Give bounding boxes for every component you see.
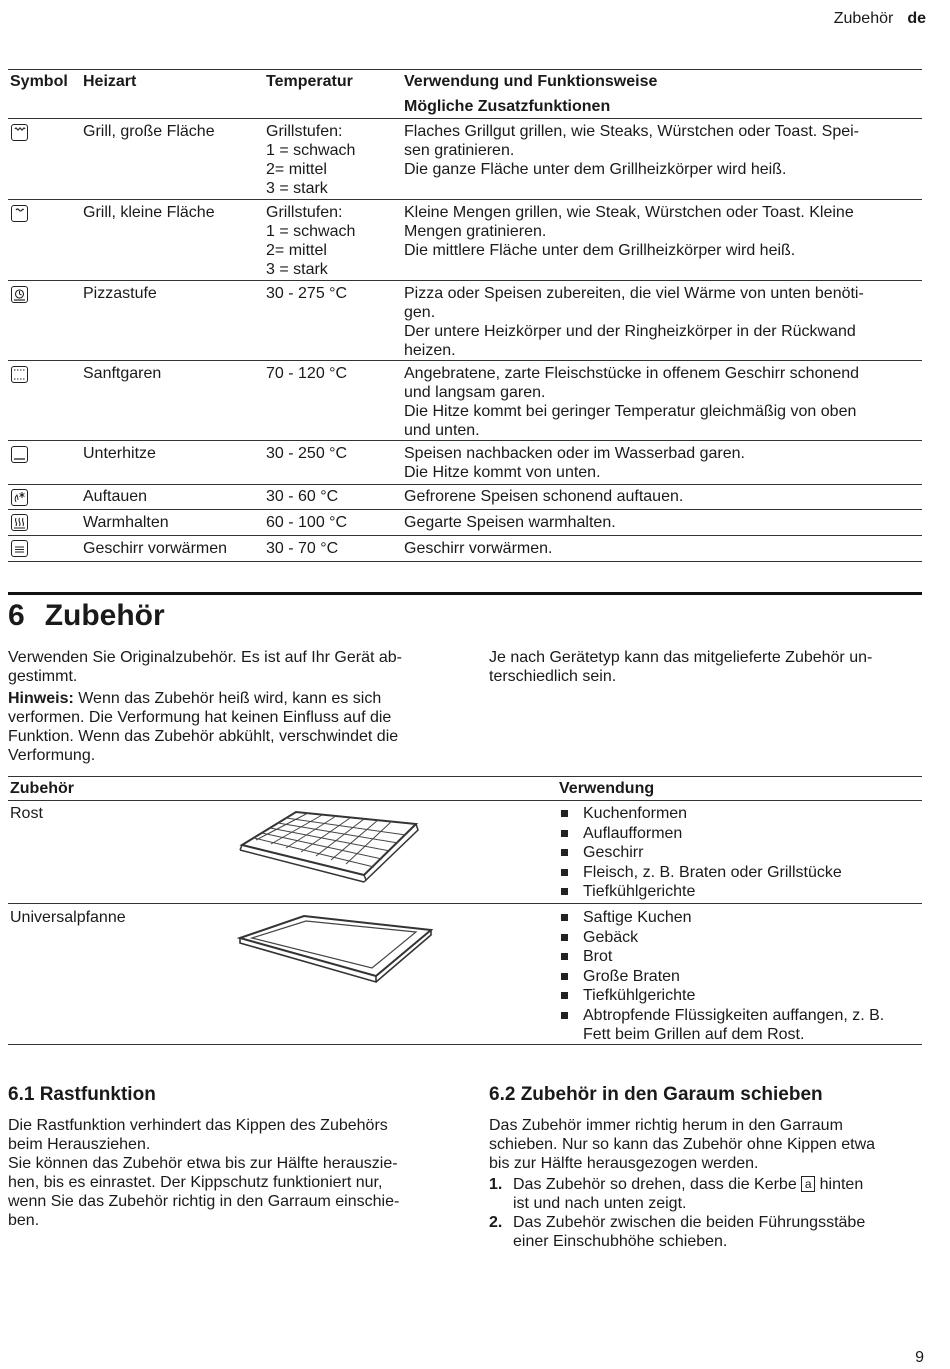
notch-marker: a bbox=[801, 1176, 815, 1192]
header-section: Zubehör bbox=[833, 10, 894, 27]
header-language: de bbox=[907, 10, 926, 27]
acc-table-bottom-rule bbox=[8, 1044, 922, 1045]
temp-line: 70 - 120 °C bbox=[266, 365, 348, 382]
usage-line: Gefrorene Speisen schonend auftauen. bbox=[404, 488, 684, 505]
row-temp bbox=[266, 444, 347, 463]
col-header-temperature: Temperatur bbox=[266, 73, 353, 90]
row-temp bbox=[266, 364, 347, 383]
row-usage bbox=[404, 487, 683, 506]
temp-line: 1 = schwach bbox=[266, 223, 356, 240]
row-type: Grill, große Fläche bbox=[83, 123, 215, 140]
text-line: Verwenden Sie Originalzubehör. Es ist auf Ihr Gerät ab- bbox=[8, 649, 402, 666]
note-text: Wenn das Zubehör heiß wird, kann es sich bbox=[73, 690, 382, 707]
list-item: Saftige Kuchen bbox=[559, 908, 884, 928]
bottom-heat-icon bbox=[11, 446, 28, 463]
temp-line: 30 - 60 °C bbox=[266, 488, 339, 505]
subsection-title-6-1: 6.1 Rastfunktion bbox=[8, 1084, 156, 1105]
usage-line: Flaches Grillgut grillen, wie Steaks, Würstchen oder Toast. Spei- bbox=[404, 123, 860, 140]
wire-rack-image bbox=[236, 800, 436, 890]
row-usage bbox=[404, 513, 616, 532]
header-rule bbox=[8, 118, 922, 119]
text-line: Die Rastfunktion verhindert das Kippen des Zubehörs bbox=[8, 1117, 388, 1134]
temp-line: 2= mittel bbox=[266, 242, 327, 259]
usage-line: Der untere Heizkörper und der Ringheizkörper in der Rückwand bbox=[404, 323, 856, 340]
text-line: Je nach Gerätetyp kann das mitgelieferte Zubehör un- bbox=[489, 649, 873, 666]
list-item: Brot bbox=[559, 947, 884, 967]
subsection-body-6-2 bbox=[489, 1116, 929, 1251]
list-item: Auflaufformen bbox=[559, 824, 842, 844]
col-header-symbol: Symbol bbox=[10, 73, 68, 90]
row-usage bbox=[404, 539, 552, 558]
page-header bbox=[834, 10, 926, 28]
row-usage bbox=[404, 122, 859, 179]
text-line: beim Herausziehen. bbox=[8, 1136, 151, 1153]
temp-line: 30 - 70 °C bbox=[266, 540, 339, 557]
text-line: Verformung. bbox=[8, 747, 96, 764]
grill-small-icon bbox=[11, 205, 28, 222]
acc-item-name: Universalpfanne bbox=[10, 909, 126, 926]
col-header-additional: Mögliche Zusatzfunktionen bbox=[404, 98, 611, 115]
subsection-body-6-1 bbox=[8, 1116, 468, 1230]
acc-usage-list bbox=[559, 908, 884, 1045]
note-label: Hinweis: bbox=[8, 690, 74, 707]
usage-line: Geschirr vorwärmen. bbox=[404, 540, 553, 557]
temp-line: 3 = stark bbox=[266, 180, 328, 197]
col-header-heating-type: Heizart bbox=[83, 73, 137, 90]
keep-warm-icon bbox=[11, 514, 28, 531]
text-line: Das Zubehör immer richtig herum in den Garraum bbox=[489, 1117, 843, 1134]
list-item: Große Braten bbox=[559, 967, 884, 987]
text-line: schieben. Nur so kann das Zubehör ohne Kippen etwa bbox=[489, 1136, 876, 1153]
usage-line: sen gratinieren. bbox=[404, 142, 515, 159]
usage-line: Die Hitze kommt von unten. bbox=[404, 464, 601, 481]
row-temp bbox=[266, 513, 347, 532]
text-line: Funktion. Wenn das Zubehör abkühlt, verschwindet die bbox=[8, 728, 399, 745]
row-type: Pizzastufe bbox=[83, 285, 157, 302]
list-item: Kuchenformen bbox=[559, 804, 842, 824]
usage-line: und langsam garen. bbox=[404, 384, 546, 401]
usage-line: Kleine Mengen grillen, wie Steak, Würstchen oder Toast. Kleine bbox=[404, 204, 854, 221]
row-rule bbox=[8, 440, 922, 441]
temp-line: 2= mittel bbox=[266, 161, 327, 178]
temp-line: 30 - 275 °C bbox=[266, 285, 348, 302]
row-usage bbox=[404, 203, 854, 260]
temp-line: 3 = stark bbox=[266, 261, 328, 278]
list-item: Fleisch, z. B. Braten oder Grillstücke bbox=[559, 863, 842, 883]
row-rule bbox=[8, 484, 922, 485]
text-line: terschiedlich sein. bbox=[489, 668, 617, 685]
text-line: wenn Sie das Zubehör richtig in den Garraum einschie- bbox=[8, 1193, 400, 1210]
intro-right bbox=[489, 648, 929, 686]
list-item: Geschirr bbox=[559, 843, 842, 863]
row-type: Unterhitze bbox=[83, 445, 156, 462]
intro-left bbox=[8, 648, 468, 765]
temp-line: Grillstufen: bbox=[266, 123, 343, 140]
usage-line: Speisen nachbacken oder im Wasserbad garen. bbox=[404, 445, 745, 462]
defrost-icon bbox=[11, 489, 28, 506]
section-number: 6 bbox=[8, 599, 25, 632]
row-usage bbox=[404, 284, 864, 360]
text-line: hen, bis es einrastet. Der Kippschutz funktioniert nur, bbox=[8, 1174, 383, 1191]
usage-line: und unten. bbox=[404, 422, 480, 439]
row-rule bbox=[8, 199, 922, 200]
row-rule bbox=[8, 360, 922, 361]
usage-line: Angebratene, zarte Fleischstücke in offenem Geschirr schonend bbox=[404, 365, 860, 382]
section-title bbox=[8, 599, 165, 633]
acc-usage-list bbox=[559, 804, 842, 902]
pizza-level-icon bbox=[11, 286, 28, 303]
table-bottom-rule bbox=[8, 561, 922, 562]
row-temp bbox=[266, 284, 347, 303]
plate-warming-icon bbox=[11, 540, 28, 557]
row-temp bbox=[266, 487, 338, 506]
usage-line: Pizza oder Speisen zubereiten, die viel Wärme von unten benöti- bbox=[404, 285, 864, 302]
row-usage bbox=[404, 364, 859, 440]
note-line bbox=[8, 689, 468, 708]
row-type: Grill, kleine Fläche bbox=[83, 204, 215, 221]
usage-line: Gegarte Speisen warmhalten. bbox=[404, 514, 616, 531]
row-type: Auftauen bbox=[83, 488, 148, 505]
temp-line: 60 - 100 °C bbox=[266, 514, 348, 531]
temp-line: Grillstufen: bbox=[266, 204, 343, 221]
subsection-title-6-2: 6.2 Zubehör in den Garaum schieben bbox=[489, 1084, 823, 1105]
usage-line: Die ganze Fläche unter dem Grillheizkörper wird heiß. bbox=[404, 161, 787, 178]
text-line: gestimmt. bbox=[8, 668, 78, 685]
step-item: 1. Das Zubehör so drehen, dass die Kerbe a hinten ist und nach unten zeigt. bbox=[489, 1176, 864, 1212]
section-heading: Zubehör bbox=[44, 599, 165, 632]
row-temp bbox=[266, 539, 338, 558]
list-item: Tiefkühlgerichte bbox=[559, 986, 884, 1006]
row-type: Sanftgaren bbox=[83, 365, 162, 382]
col-header-usage: Verwendung und Funktionsweise bbox=[404, 73, 658, 90]
text-line: verformen. Die Verformung hat keinen Einfluss auf die bbox=[8, 709, 392, 726]
row-rule bbox=[8, 280, 922, 281]
text-line: Sie können das Zubehör etwa bis zur Hälfte herauszie- bbox=[8, 1155, 398, 1172]
usage-line: gen. bbox=[404, 304, 436, 321]
temp-line: 30 - 250 °C bbox=[266, 445, 348, 462]
acc-col-header-use: Verwendung bbox=[559, 780, 655, 797]
text-line: bis zur Hälfte herausgezogen werden. bbox=[489, 1155, 759, 1172]
row-rule bbox=[8, 509, 922, 510]
row-temp bbox=[266, 203, 355, 279]
step-item: 2. Das Zubehör zwischen die beiden Führungsstäbe einer Einschubhöhe schieben. bbox=[489, 1214, 866, 1250]
page-number: 9 bbox=[915, 1349, 924, 1366]
acc-header-rule bbox=[8, 800, 922, 801]
table-top-rule bbox=[8, 69, 922, 70]
row-usage bbox=[404, 444, 745, 482]
usage-line: heizen. bbox=[404, 342, 456, 359]
acc-item-name: Rost bbox=[10, 805, 43, 822]
list-item: Abtropfende Flüssigkeiten auffangen, z. B. Fett beim Grillen auf dem Rost. bbox=[559, 1006, 884, 1045]
list-item: Gebäck bbox=[559, 928, 884, 948]
row-type: Warmhalten bbox=[83, 514, 169, 531]
row-temp bbox=[266, 122, 355, 198]
grill-large-icon bbox=[11, 124, 28, 141]
usage-line: Die mittlere Fläche unter dem Grillheizkörper wird heiß. bbox=[404, 242, 796, 259]
row-type: Geschirr vorwärmen bbox=[83, 540, 228, 557]
text-line: ben. bbox=[8, 1212, 40, 1229]
usage-line: Die Hitze kommt bei geringer Temperatur gleichmäßig von oben bbox=[404, 403, 857, 420]
gentle-cooking-icon bbox=[11, 366, 28, 383]
acc-col-header-item: Zubehör bbox=[10, 780, 74, 797]
row-rule bbox=[8, 535, 922, 536]
acc-table-top-rule bbox=[8, 776, 922, 777]
temp-line: 1 = schwach bbox=[266, 142, 356, 159]
usage-line: Mengen gratinieren. bbox=[404, 223, 547, 240]
acc-row-rule bbox=[8, 903, 922, 904]
section-rule bbox=[8, 592, 922, 595]
universal-pan-image bbox=[236, 912, 436, 987]
list-item: Tiefkühlgerichte bbox=[559, 882, 842, 902]
